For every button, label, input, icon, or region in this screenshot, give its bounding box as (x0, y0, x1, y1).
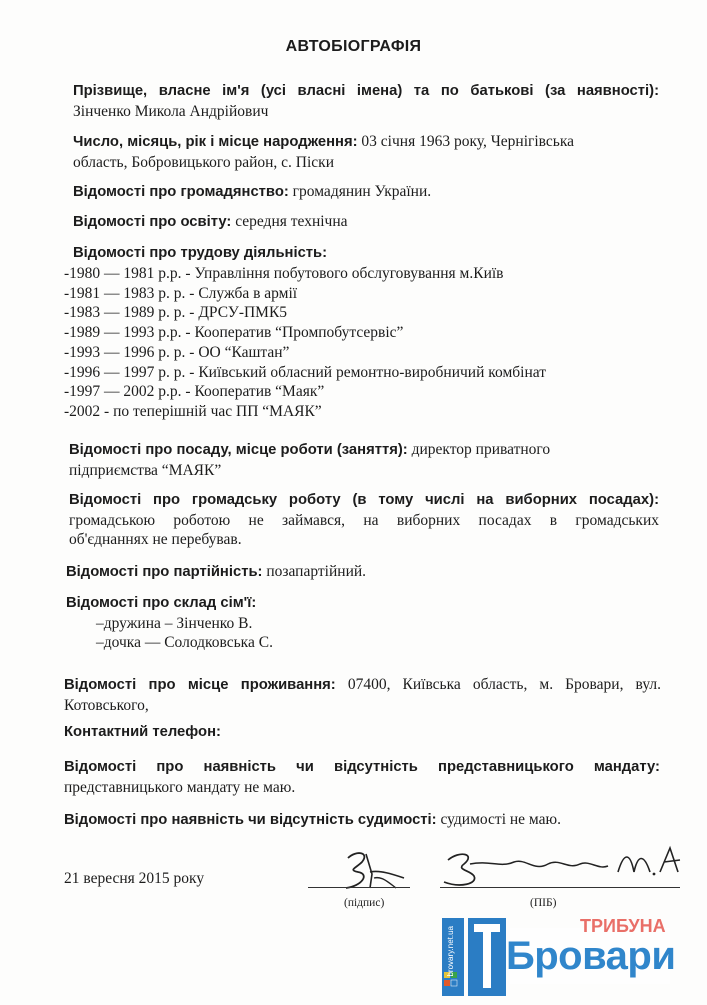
public-work-value-line1: громадською роботою не займався, на виборних посадах в громадських (69, 511, 659, 529)
work-item: -1981 — 1983 р. р. - Служба в армії (64, 284, 298, 302)
position-section (69, 440, 669, 480)
position-label: Відомості про посаду, місце роботи (заняття): (69, 442, 408, 458)
public-work-label: Відомості про громадську роботу (в тому числі на виборних посадах): (69, 492, 659, 508)
work-label: Відомості про трудову діяльність: (73, 245, 328, 261)
birth-label: Число, місяць, рік і місце народження: (73, 134, 358, 150)
mandate-value: представницького мандату не маю. (64, 778, 296, 796)
signature-line (308, 887, 410, 888)
conviction-label: Відомості про наявність чи відсутність судимості: (64, 812, 437, 828)
citizenship-value: громадянин України. (292, 183, 432, 200)
name-label: Прізвище, власне ім'я (усі власні імена) та по батькові (за наявності): (73, 83, 659, 99)
family-item: –дочка — Солодковська С. (96, 634, 273, 651)
phone-label: Контактний телефон: (64, 724, 221, 740)
residence-value-line2: Котовського, (64, 696, 149, 714)
family-item: –дружина – Зінченко В. (96, 614, 253, 632)
party-label: Відомості про партійність: (66, 564, 263, 580)
watermark-brand: Бровари (506, 934, 676, 978)
public-work-value-line2: об'єднаннях не перебував. (69, 531, 242, 548)
family-section (66, 594, 666, 653)
watermark-logo (440, 912, 707, 1000)
watermark-sub: ТРИБУНА (580, 916, 666, 936)
phone-section (64, 723, 664, 743)
name-value: Зінченко Микола Андрійович (73, 102, 269, 120)
residence-label: Відомості про місце проживання: (64, 677, 336, 693)
residence-section (64, 675, 661, 715)
signature-mark (300, 844, 420, 904)
name-section (73, 82, 659, 121)
position-value-line2: підприємства “МАЯК” (69, 461, 222, 479)
conviction-section (64, 810, 664, 831)
mandate-label: Відомості про наявність чи відсутність представницького мандату: (64, 759, 660, 775)
name-line (440, 887, 680, 888)
education-section (73, 212, 659, 233)
education-value: середня технічна (235, 213, 348, 230)
work-item: -2002 - по теперішній час ПП “МАЯК” (64, 402, 322, 420)
public-work-section (69, 491, 659, 550)
birth-value-line1: 03 січня 1963 року, Чернігівська (361, 133, 575, 150)
citizenship-label: Відомості про громадянство: (73, 184, 289, 200)
work-item: -1997 — 2002 р.р. - Кооператив “Маяк” (64, 383, 325, 401)
birth-value-line2: область, Бобровицького район, с. Піски (73, 153, 334, 171)
work-item: -1996 — 1997 р. р. - Київський обласний ремонтно-виробничий комбінат (64, 363, 546, 381)
education-label: Відомості про освіту: (73, 214, 232, 230)
name-caption: (ПІБ) (530, 897, 557, 909)
party-value: позапартійний. (266, 563, 367, 580)
document-date: 21 вересня 2015 року (64, 870, 205, 887)
party-section (66, 562, 666, 583)
birth-section (73, 132, 659, 172)
document-title: АВТОБІОГРАФІЯ (285, 38, 422, 55)
work-list (64, 264, 684, 422)
watermark-site: brovary.net.ua (446, 926, 455, 977)
work-item: -1980 — 1981 р.р. - Управління побутового обслуговування м.Київ (64, 265, 504, 282)
position-value-line1: директор приватного (411, 441, 551, 458)
conviction-value: судимості не маю. (440, 811, 561, 828)
work-item: -1983 — 1989 р. р. - ДРСУ-ПМК5 (64, 304, 288, 322)
work-item: -1989 — 1993 р.р. - Кооператив “Промпобутсервіс” (64, 324, 404, 342)
residence-value-line1: 07400, Київська область, м. Бровари, вул. (347, 676, 662, 693)
citizenship-section (73, 182, 659, 203)
signature-caption: (підпис) (344, 897, 385, 909)
work-item: -1993 — 1996 р. р. - ОО “Каштан” (64, 343, 290, 361)
mandate-section (64, 758, 660, 797)
family-label: Відомості про склад сім'ї: (66, 595, 257, 611)
work-section (73, 244, 673, 264)
